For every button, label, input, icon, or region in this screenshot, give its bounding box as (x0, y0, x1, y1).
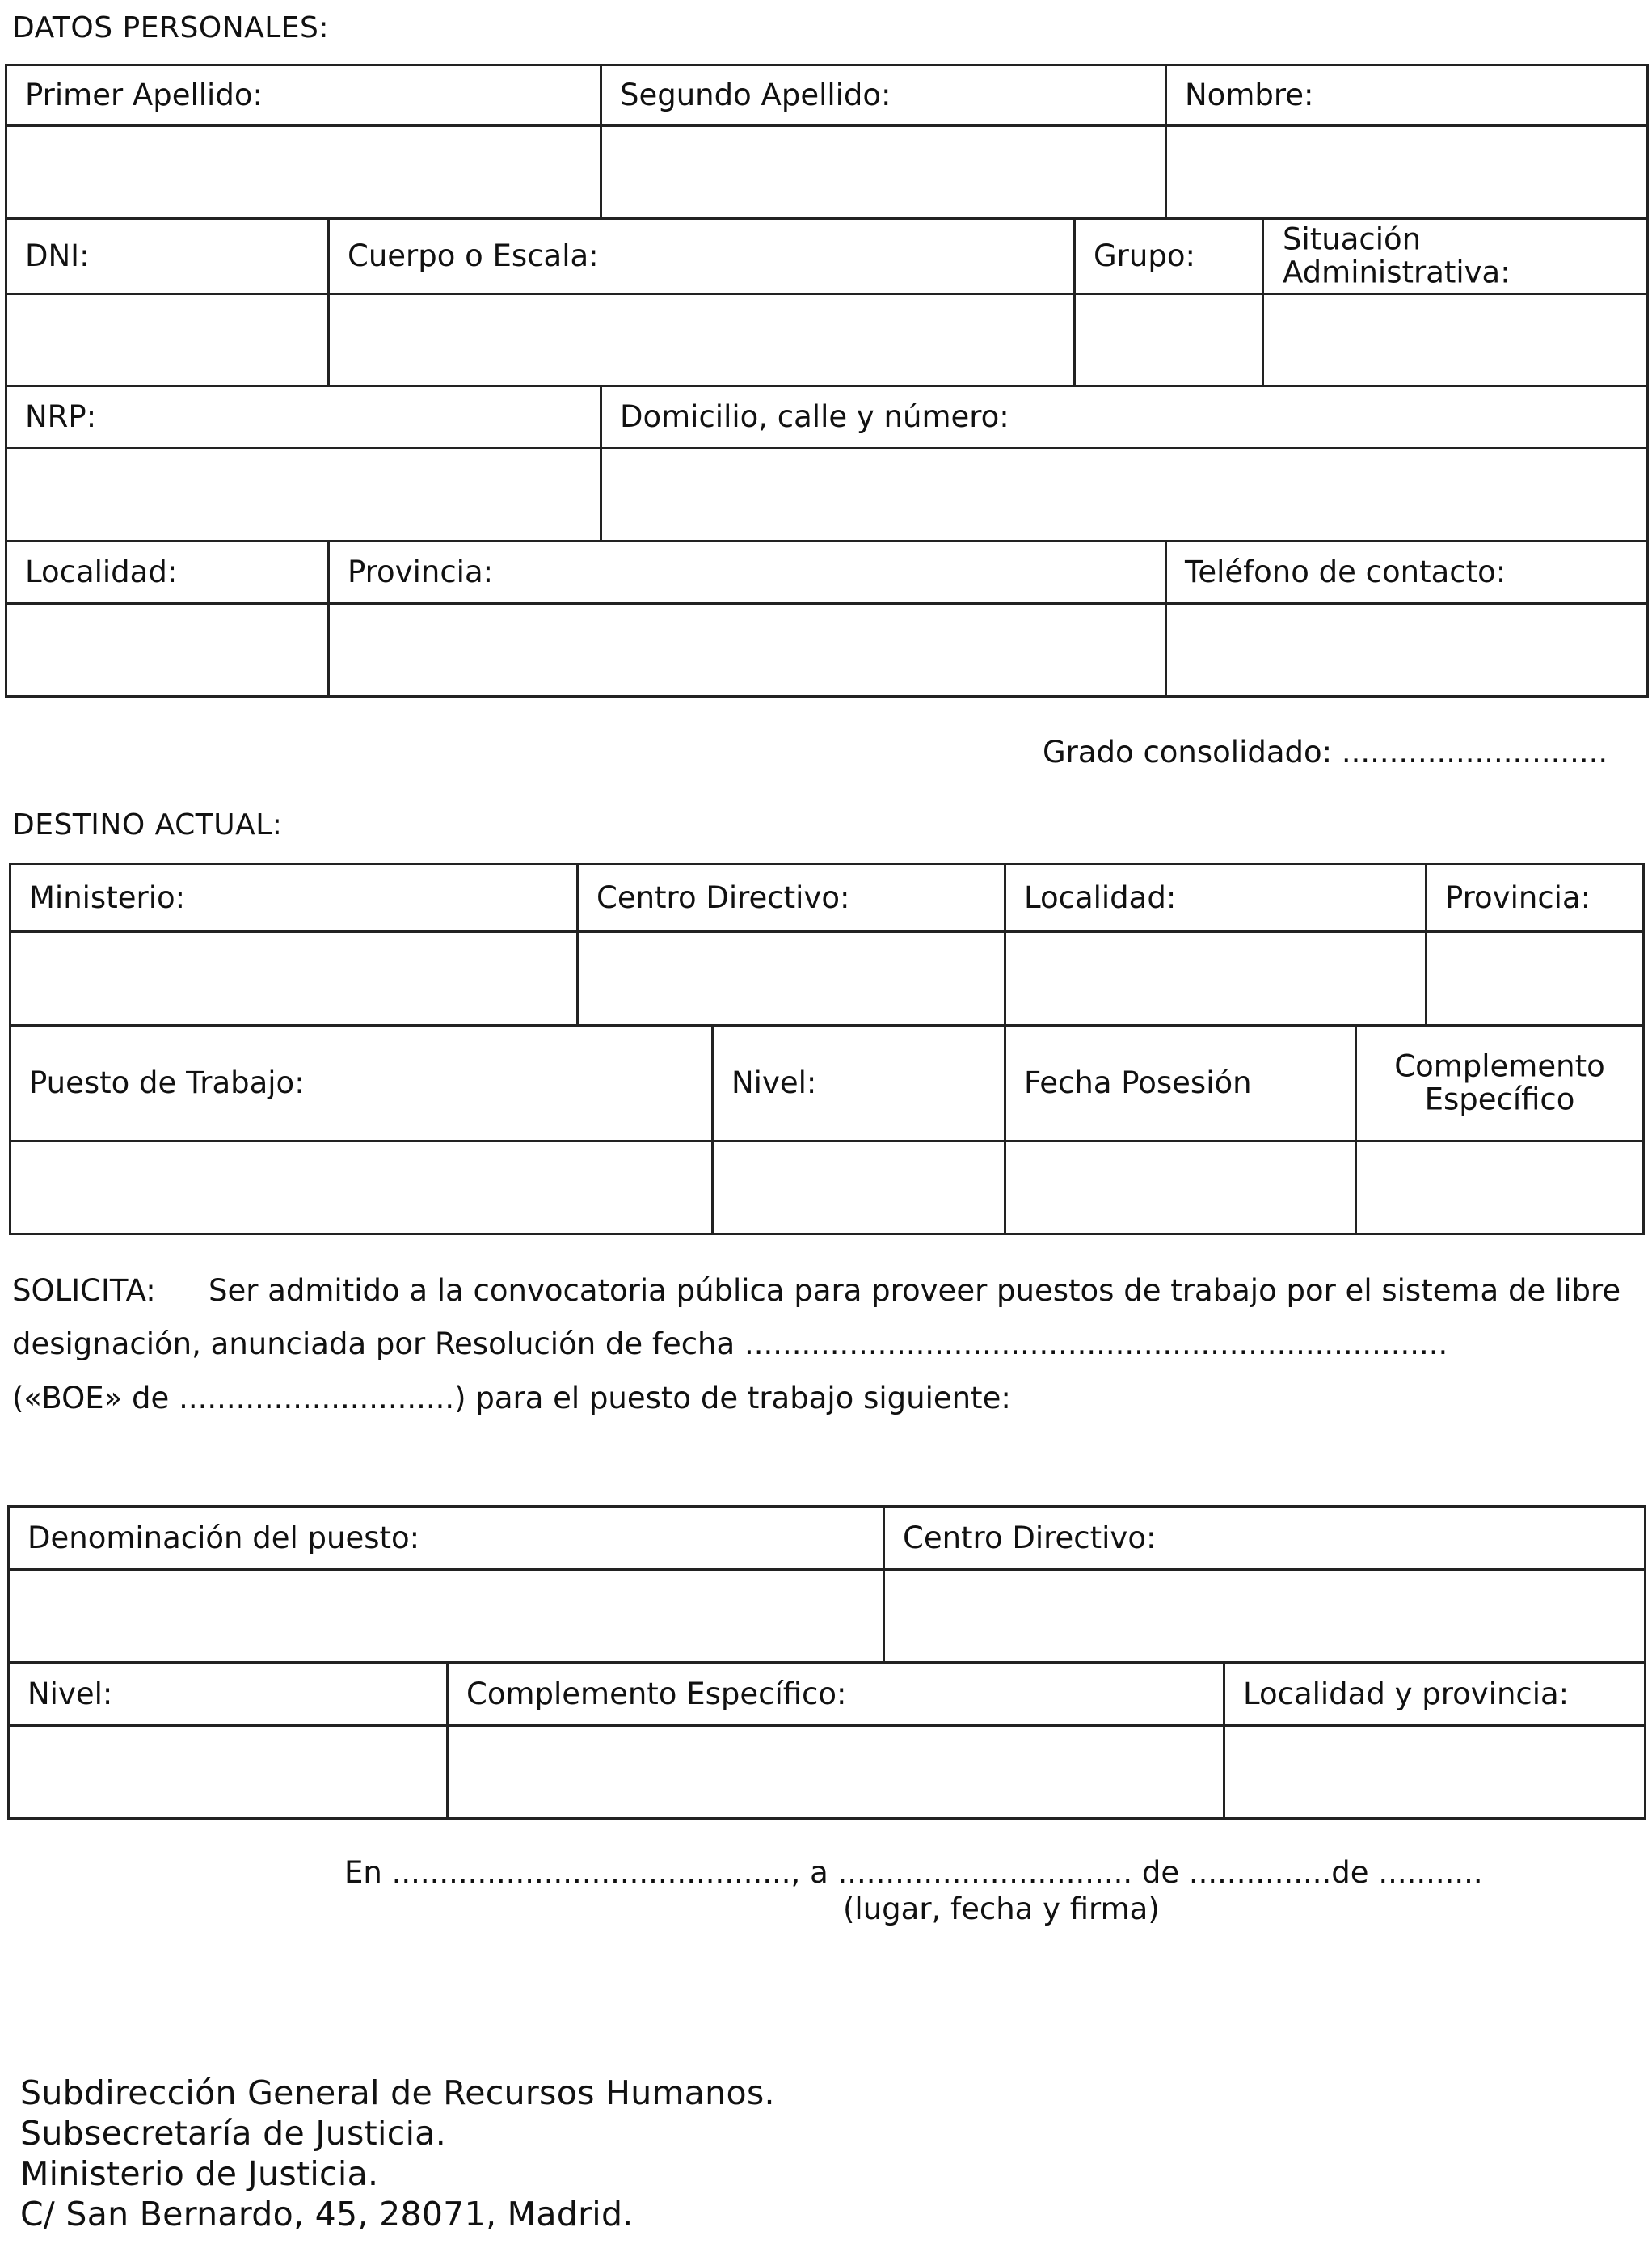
telefono-label: Teléfono de contacto: (1185, 554, 1507, 589)
complemento-especifico-field[interactable] (1355, 1140, 1645, 1235)
nrp-label-cell (5, 385, 602, 449)
complemento-especifico-label (1357, 1050, 1642, 1117)
cuerpo-escala-label: Cuerpo o Escala: (348, 238, 599, 273)
nivel-solicitado-field[interactable] (7, 1724, 449, 1820)
centro-directivo-label-cell (576, 863, 1006, 933)
situacion-administrativa-field[interactable] (1262, 293, 1649, 387)
complemento-solicitado-label-cell (446, 1661, 1225, 1727)
situacion-label-cell (1262, 217, 1649, 295)
denominacion-label: Denominación del puesto: (27, 1520, 420, 1555)
complemento-solicitado-label: Complemento Específico: (466, 1676, 847, 1711)
nombre-field[interactable] (1165, 124, 1649, 220)
situacion-label-line1: Situación (1283, 221, 1422, 257)
datos-personales-heading: DATOS PERSONALES: (12, 11, 330, 44)
nombre-label: Nombre: (1185, 77, 1314, 112)
ministerio-field[interactable] (9, 930, 579, 1027)
cuerpo-escala-label-cell (327, 217, 1076, 295)
complemento-solicitado-field[interactable] (446, 1724, 1225, 1820)
domicilio-label: Domicilio, calle y número: (620, 399, 1009, 434)
domicilio-field[interactable] (600, 447, 1649, 542)
solicita-line2[interactable]: designación, anunciada por Resolución de fecha .......................................................................... (12, 1327, 1448, 1361)
puesto-trabajo-label: Puesto de Trabajo: (29, 1065, 305, 1100)
cuerpo-escala-field[interactable] (327, 293, 1076, 387)
centro-directivo-solicitado-label-cell (883, 1505, 1646, 1571)
telefono-field[interactable] (1165, 602, 1649, 698)
nivel-actual-label: Nivel: (731, 1065, 817, 1100)
primer-apellido-label-cell (5, 64, 602, 127)
denominacion-field[interactable] (7, 1568, 885, 1664)
provincia-actual-field[interactable] (1425, 930, 1645, 1027)
centro-directivo-solicitado-field[interactable] (883, 1568, 1646, 1664)
complemento-label-line1: Complemento (1394, 1048, 1605, 1084)
fecha-posesion-label: Fecha Posesión (1024, 1065, 1252, 1100)
direccion-line3: Ministerio de Justicia. (20, 2154, 379, 2193)
nrp-label: NRP: (25, 399, 97, 434)
domicilio-label-cell (600, 385, 1649, 449)
direccion-line4: C/ San Bernardo, 45, 28071, Madrid. (20, 2195, 634, 2233)
provincia-label-cell (327, 540, 1167, 605)
localidad-provincia-field[interactable] (1223, 1724, 1646, 1820)
puesto-trabajo-field[interactable] (9, 1140, 714, 1235)
solicita-line1: Ser admitido a la convocatoria pública para proveer puestos de trabajo por el sistema de libre (209, 1273, 1621, 1308)
grado-consolidado[interactable]: Grado consolidado: ............................ (1043, 735, 1608, 770)
segundo-apellido-field[interactable] (600, 124, 1167, 220)
firma-caption: (lugar, fecha y firma) (843, 1892, 1160, 1926)
nombre-label-cell (1165, 64, 1649, 127)
primer-apellido-label: Primer Apellido: (25, 77, 263, 112)
dni-label-cell (5, 217, 330, 295)
solicita-label: SOLICITA: (12, 1273, 156, 1308)
nivel-actual-field[interactable] (711, 1140, 1006, 1235)
complemento-label-line2: Específico (1424, 1082, 1575, 1117)
grupo-label: Grupo: (1094, 238, 1195, 273)
denominacion-label-cell (7, 1505, 885, 1571)
ministerio-label-cell (9, 863, 579, 933)
fecha-posesion-label-cell (1004, 1024, 1357, 1142)
segundo-apellido-label: Segundo Apellido: (620, 77, 891, 112)
ministerio-label: Ministerio: (29, 879, 186, 915)
dni-label: DNI: (25, 238, 90, 273)
centro-directivo-field[interactable] (576, 930, 1006, 1027)
localidad-label: Localidad: (25, 554, 178, 589)
localidad-label-cell (5, 540, 330, 605)
localidad-actual-label-cell (1004, 863, 1427, 933)
segundo-apellido-label-cell (600, 64, 1167, 127)
centro-directivo-label: Centro Directivo: (596, 879, 850, 915)
provincia-label: Provincia: (348, 554, 494, 589)
provincia-field[interactable] (327, 602, 1167, 698)
puesto-trabajo-label-cell (9, 1024, 714, 1142)
primer-apellido-field[interactable] (5, 124, 602, 220)
grupo-label-cell (1073, 217, 1264, 295)
localidad-provincia-label: Localidad y provincia: (1243, 1676, 1570, 1711)
localidad-actual-field[interactable] (1004, 930, 1427, 1027)
fecha-posesion-field[interactable] (1004, 1140, 1357, 1235)
direccion-line1: Subdirección General de Recursos Humanos. (20, 2073, 775, 2112)
situacion-label-line2: Administrativa: (1283, 255, 1511, 290)
direccion-line2: Subsecretaría de Justicia. (20, 2114, 447, 2153)
provincia-actual-label: Provincia: (1445, 879, 1591, 915)
nivel-actual-label-cell (711, 1024, 1006, 1142)
grupo-field[interactable] (1073, 293, 1264, 387)
nivel-solicitado-label: Nivel: (27, 1676, 113, 1711)
complemento-especifico-label-cell (1355, 1024, 1645, 1142)
firma-line[interactable]: En .........................................., a ............................... de ...............de ........... (344, 1855, 1483, 1890)
destino-actual-heading: DESTINO ACTUAL: (12, 808, 283, 842)
dni-field[interactable] (5, 293, 330, 387)
localidad-actual-label: Localidad: (1024, 879, 1177, 915)
localidad-field[interactable] (5, 602, 330, 698)
nrp-field[interactable] (5, 447, 602, 542)
localidad-provincia-label-cell (1223, 1661, 1646, 1727)
provincia-actual-label-cell (1425, 863, 1645, 933)
solicita-line3[interactable]: («BOE» de .............................) para el puesto de trabajo siguiente: (12, 1381, 1011, 1415)
telefono-label-cell (1165, 540, 1649, 605)
situacion-administrativa-label (1283, 223, 1511, 290)
centro-directivo-solicitado-label: Centro Directivo: (903, 1520, 1157, 1555)
nivel-solicitado-label-cell (7, 1661, 449, 1727)
